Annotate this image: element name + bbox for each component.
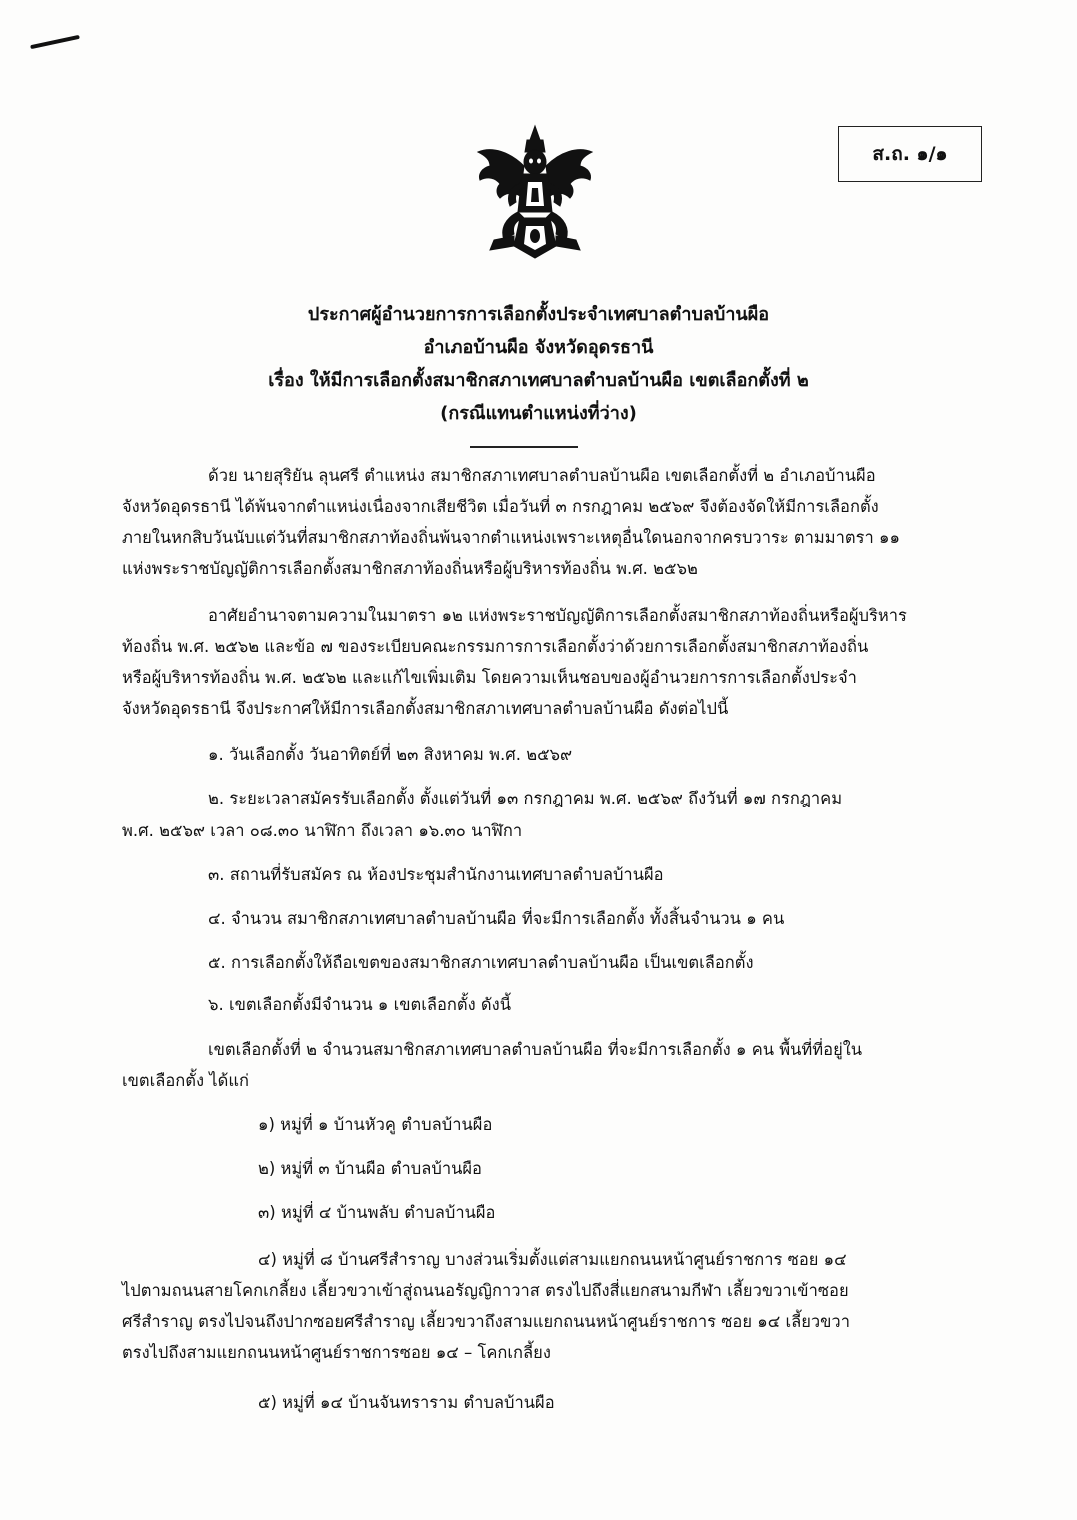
item-election-date: ๑. วันเลือกตั้ง วันอาทิตย์ที่ ๒๓ สิงหาคม พ.ศ. ๒๕๖๙ xyxy=(208,745,573,764)
village-item: ๕) หมู่ที่ ๑๔ บ้านจันทราราม ตำบลบ้านผือ xyxy=(258,1393,555,1412)
paragraph-line: ไปตามถนนสายโคกเกลี้ยง เลี้ยวขวาเข้าสู่ถนนอรัญญิกาวาส ตรงไปถึงสี่แยกสนามกีฬา เลี้ยวขวาเข้าซอย xyxy=(122,1281,849,1300)
paragraph-line: เขตเลือกตั้ง ได้แก่ xyxy=(122,1071,249,1090)
paragraph-line: จังหวัดอุดรธานี ได้พ้นจากตำแหน่งเนื่องจากเสียชีวิต เมื่อวันที่ ๓ กรกฎาคม ๒๕๖๙ จึงต้องจัดให้มีการเลือกตั้ง xyxy=(122,497,879,516)
village-item: ๒) หมู่ที่ ๓ บ้านผือ ตำบลบ้านผือ xyxy=(258,1159,482,1178)
form-code-box xyxy=(838,126,982,182)
paragraph-line: เขตเลือกตั้งที่ ๒ จำนวนสมาชิกสภาเทศบาลตำบลบ้านผือ ที่จะมีการเลือกตั้ง ๑ คน พื้นที่ที่อยู่ใน xyxy=(208,1040,863,1059)
paragraph-line: ภายในหกสิบวันนับแต่วันที่สมาชิกสภาท้องถิ่นพ้นจากตำแหน่งเพราะเหตุอื่นใดนอกจากครบวาระ ตามมาตรา ๑๑ xyxy=(122,528,900,547)
paragraph-line: ตรงไปถึงสามแยกถนนหน้าศูนย์ราชการซอย ๑๔ – โคกเกลี้ยง xyxy=(122,1343,551,1362)
item-member-count: ๔. จำนวน สมาชิกสภาเทศบาลตำบลบ้านผือ ที่จะมีการเลือกตั้ง ทั้งสิ้นจำนวน ๑ คน xyxy=(208,909,785,928)
paragraph-preamble xyxy=(122,460,968,584)
paragraph-authority xyxy=(122,600,968,724)
item-registration-place: ๓. สถานที่รับสมัคร ณ ห้องประชุมสำนักงานเทศบาลตำบลบ้านผือ xyxy=(208,865,664,884)
form-code: ส.ถ. ๑/๑ xyxy=(872,143,948,165)
title-line: (กรณีแทนตำแหน่งที่ว่าง) xyxy=(440,403,637,424)
paragraph-line: ศรีสำราญ ตรงไปจนถึงปากซอยศรีสำราญ เลี้ยวขวาถึงสามแยกถนนหน้าศูนย์ราชการ ซอย ๑๔ เลี้ยวขวา xyxy=(122,1312,850,1331)
village-item-boundary xyxy=(122,1244,968,1368)
district-intro xyxy=(122,1034,968,1096)
garuda-emblem xyxy=(470,122,600,262)
title-line: เรื่อง ให้มีการเลือกตั้งสมาชิกสภาเทศบาลตำบลบ้านผือ เขตเลือกตั้งที่ ๒ xyxy=(268,370,809,391)
announcement-title xyxy=(0,298,1077,430)
paragraph-line: จังหวัดอุดรธานี จึงประกาศให้มีการเลือกตั้งสมาชิกสภาเทศบาลตำบลบ้านผือ ดังต่อไปนี้ xyxy=(122,699,729,718)
title-line: อำเภอบ้านผือ จังหวัดอุดรธานี xyxy=(423,337,654,358)
item-district-count: ๖. เขตเลือกตั้งมีจำนวน ๑ เขตเลือกตั้ง ดังนี้ xyxy=(208,995,511,1014)
title-line: ประกาศผู้อำนวยการการเลือกตั้งประจำเทศบาลตำบลบ้านผือ xyxy=(307,304,770,325)
item-registration-period-cont: พ.ศ. ๒๕๖๙ เวลา ๐๘.๓๐ นาฬิกา ถึงเวลา ๑๖.๓๐ นาฬิกา xyxy=(122,821,523,840)
paragraph-line: ๔) หมู่ที่ ๘ บ้านศรีสำราญ บางส่วนเริ่มตั้งแต่สามแยกถนนหน้าศูนย์ราชการ ซอย ๑๔ xyxy=(258,1250,847,1269)
title-underline xyxy=(470,446,578,448)
item-district-basis: ๕. การเลือกตั้งให้ถือเขตของสมาชิกสภาเทศบาลตำบลบ้านผือ เป็นเขตเลือกตั้ง xyxy=(208,953,754,972)
village-item: ๑) หมู่ที่ ๑ บ้านหัวคู ตำบลบ้านผือ xyxy=(258,1115,493,1134)
item-registration-period: ๒. ระยะเวลาสมัครรับเลือกตั้ง ตั้งแต่วันที่ ๑๓ กรกฎาคม พ.ศ. ๒๕๖๙ ถึงวันที่ ๑๗ กรกฎาคม xyxy=(208,789,843,808)
paragraph-line: ท้องถิ่น พ.ศ. ๒๕๖๒ และข้อ ๗ ของระเบียบคณะกรรมการการเลือกตั้งว่าด้วยการเลือกตั้งสมาชิกสภาท้องถิ่น xyxy=(122,637,869,656)
paragraph-line: หรือผู้บริหารท้องถิ่น พ.ศ. ๒๕๖๒ และแก้ไขเพิ่มเติม โดยความเห็นชอบของผู้อำนวยการการเลือกตั้งประจำ xyxy=(122,668,857,687)
paragraph-line: อาศัยอำนาจตามความในมาตรา ๑๒ แห่งพระราชบัญญัติการเลือกตั้งสมาชิกสภาท้องถิ่นหรือผู้บริหาร xyxy=(208,606,907,625)
scan-mark xyxy=(30,35,80,49)
paragraph-line: ด้วย นายสุริยัน ลุนศรี ตำแหน่ง สมาชิกสภาเทศบาลตำบลบ้านผือ เขตเลือกตั้งที่ ๒ อำเภอบ้านผือ xyxy=(208,466,876,485)
village-item: ๓) หมู่ที่ ๔ บ้านพลับ ตำบลบ้านผือ xyxy=(258,1203,496,1222)
paragraph-line: แห่งพระราชบัญญัติการเลือกตั้งสมาชิกสภาท้องถิ่นหรือผู้บริหารท้องถิ่น พ.ศ. ๒๕๖๒ xyxy=(122,559,698,578)
